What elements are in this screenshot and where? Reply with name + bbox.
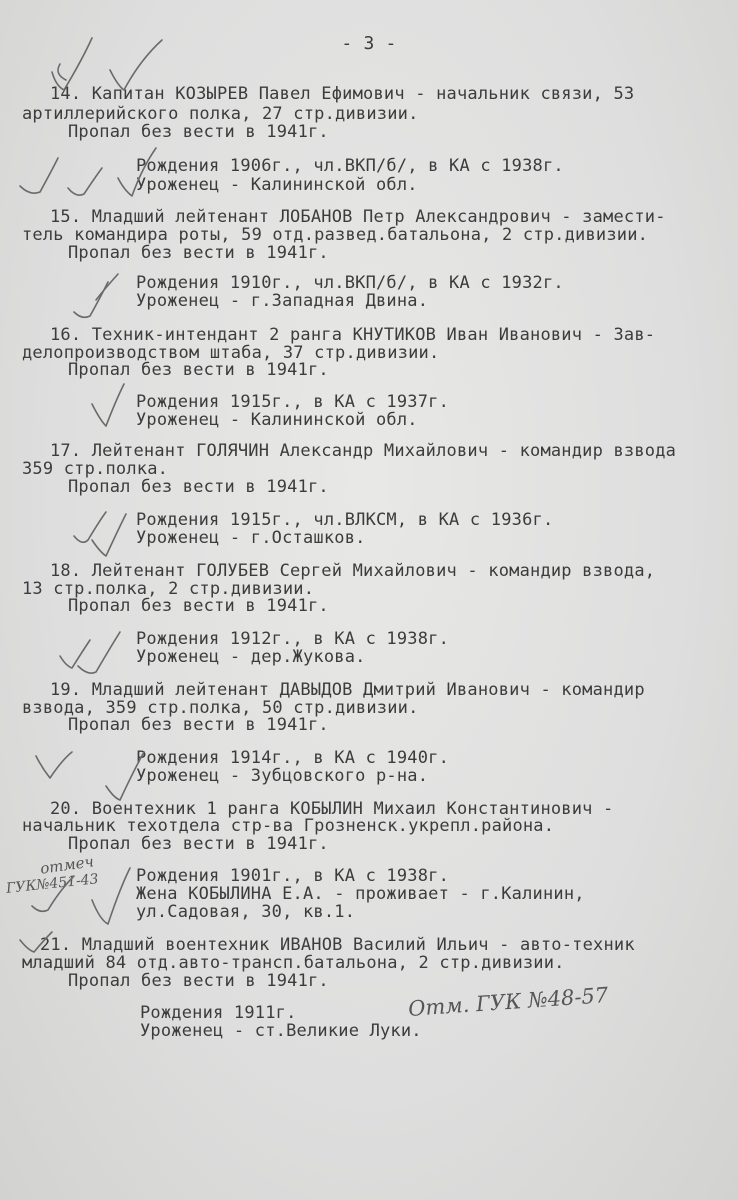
handwritten-note-guk-48: Отм. ГУК №48-57 (407, 983, 609, 1021)
entry-16-status: Пропал без вести в 1941г. (68, 360, 329, 380)
entry-19-birth: Рождения 1914г., в КА с 1940г. (136, 748, 450, 768)
entry-14-line-1: 14. Капитан КОЗЫРЕВ Павел Ефимович - начальник связи, 53 (50, 84, 635, 104)
entry-19-line-1: 19. Младший лейтенант ДАВЫДОВ Дмитрий Иванович - командир (50, 680, 645, 700)
check-mark-15 (74, 282, 108, 317)
check-mark-18b (78, 632, 120, 673)
entry-21-birth: Рождения 1911г. (140, 1003, 297, 1023)
entry-14-status: Пропал без вести в 1941г. (68, 122, 329, 142)
entry-16-line-1: 16. Техник-интендант 2 ранга КНУТИКОВ Иван Иванович - Зав- (50, 325, 656, 345)
entry-20-address: ул.Садовая, 30, кв.1. (136, 902, 356, 922)
entry-17-status: Пропал без вести в 1941г. (68, 477, 329, 497)
entry-17-line-2: 359 стр.полка. (22, 459, 169, 479)
entry-20-line-2: начальник техотдела стр-ва Грозненск.укрепл.района. (22, 816, 555, 836)
entry-18-line-1: 18. Лейтенант ГОЛУБЕВ Сергей Михайлович - командир взвода, (50, 561, 656, 581)
entry-18-birth: Рождения 1912г., в КА с 1938г. (136, 629, 450, 649)
entry-20-status: Пропал без вести в 1941г. (68, 834, 329, 854)
entry-19-status: Пропал без вести в 1941г. (68, 715, 329, 735)
check-mark-17b (92, 514, 126, 556)
entry-17-line-1: 17. Лейтенант ГОЛЯЧИН Александр Михайлович - командир взвода (50, 441, 677, 461)
entry-14-birth: Рождения 1906г., чл.ВКП/б/, в КА с 1938г. (136, 156, 564, 176)
check-mark-14e (68, 168, 102, 195)
entry-15-birth: Рождения 1910г., чл.ВКП/б/, в КА с 1932г. (136, 273, 564, 293)
entry-16-line-2: делопроизводством штаба, 37 стр.дивизии. (22, 343, 440, 363)
handwritten-note-otmech: отмеч (39, 852, 95, 878)
entry-21-line-1: 21. Младший воентехник ИВАНОВ Василий Ильич - авто-техник (40, 935, 635, 955)
entry-20-line-1: 20. Воентехник 1 ранга КОБЫЛИН Михаил Константинович - (50, 799, 614, 819)
check-mark-16 (92, 384, 124, 426)
check-mark-18a (60, 640, 90, 668)
entry-16-origin: Уроженец - Калининской обл. (136, 410, 418, 430)
entry-19-origin: Уроженец - Зубцовского р-на. (136, 766, 429, 786)
check-mark-17 (74, 512, 106, 542)
check-mark-19a (36, 752, 72, 778)
handwritten-note-guk-451: ГУК№451-43 (5, 871, 100, 897)
entry-15-status: Пропал без вести в 1941г. (68, 243, 329, 263)
entry-14-line-2: артиллерийского полка, 27 стр.дивизии. (22, 104, 419, 124)
entry-19-line-2: взвода, 359 стр.полка, 50 стр.дивизии. (22, 698, 419, 718)
entry-18-status: Пропал без вести в 1941г. (68, 596, 329, 616)
entry-15-line-1: 15. Младший лейтенант ЛОБАНОВ Петр Александрович - замести- (50, 207, 666, 227)
entry-21-origin: Уроженец - ст.Великие Луки. (140, 1021, 422, 1041)
check-mark-14c (58, 64, 66, 80)
check-mark-15b (96, 274, 118, 300)
entry-18-origin: Уроженец - дер.Жукова. (136, 647, 366, 667)
entry-15-line-2: тель командира роты, 59 отд.развед.батальона, 2 стр.дивизии. (22, 225, 649, 245)
entry-14-origin: Уроженец - Калининской обл. (136, 175, 418, 195)
entry-16-birth: Рождения 1915г., в КА с 1937г. (136, 392, 450, 412)
check-mark-14d (20, 158, 58, 193)
entry-21-line-2: младший 84 отд.авто-трансп.батальона, 2 стр.дивизии. (22, 953, 565, 973)
entry-20-birth: Рождения 1901г., в КА с 1938г. (136, 866, 450, 886)
entry-17-birth: Рождения 1915г., чл.ВЛКСМ, в КА с 1936г. (136, 510, 554, 530)
page-number: - 3 - (341, 33, 397, 54)
entry-18-line-2: 13 стр.полка, 2 стр.дивизии. (22, 579, 315, 599)
entry-17-origin: Уроженец - г.Осташков. (136, 528, 366, 548)
entry-15-origin: Уроженец - г.Западная Двина. (136, 291, 429, 311)
entry-20-wife: Жена КОБЫЛИНА Е.А. - проживает - г.Калинин, (136, 884, 585, 904)
entry-21-status: Пропал без вести в 1941г. (68, 971, 329, 991)
